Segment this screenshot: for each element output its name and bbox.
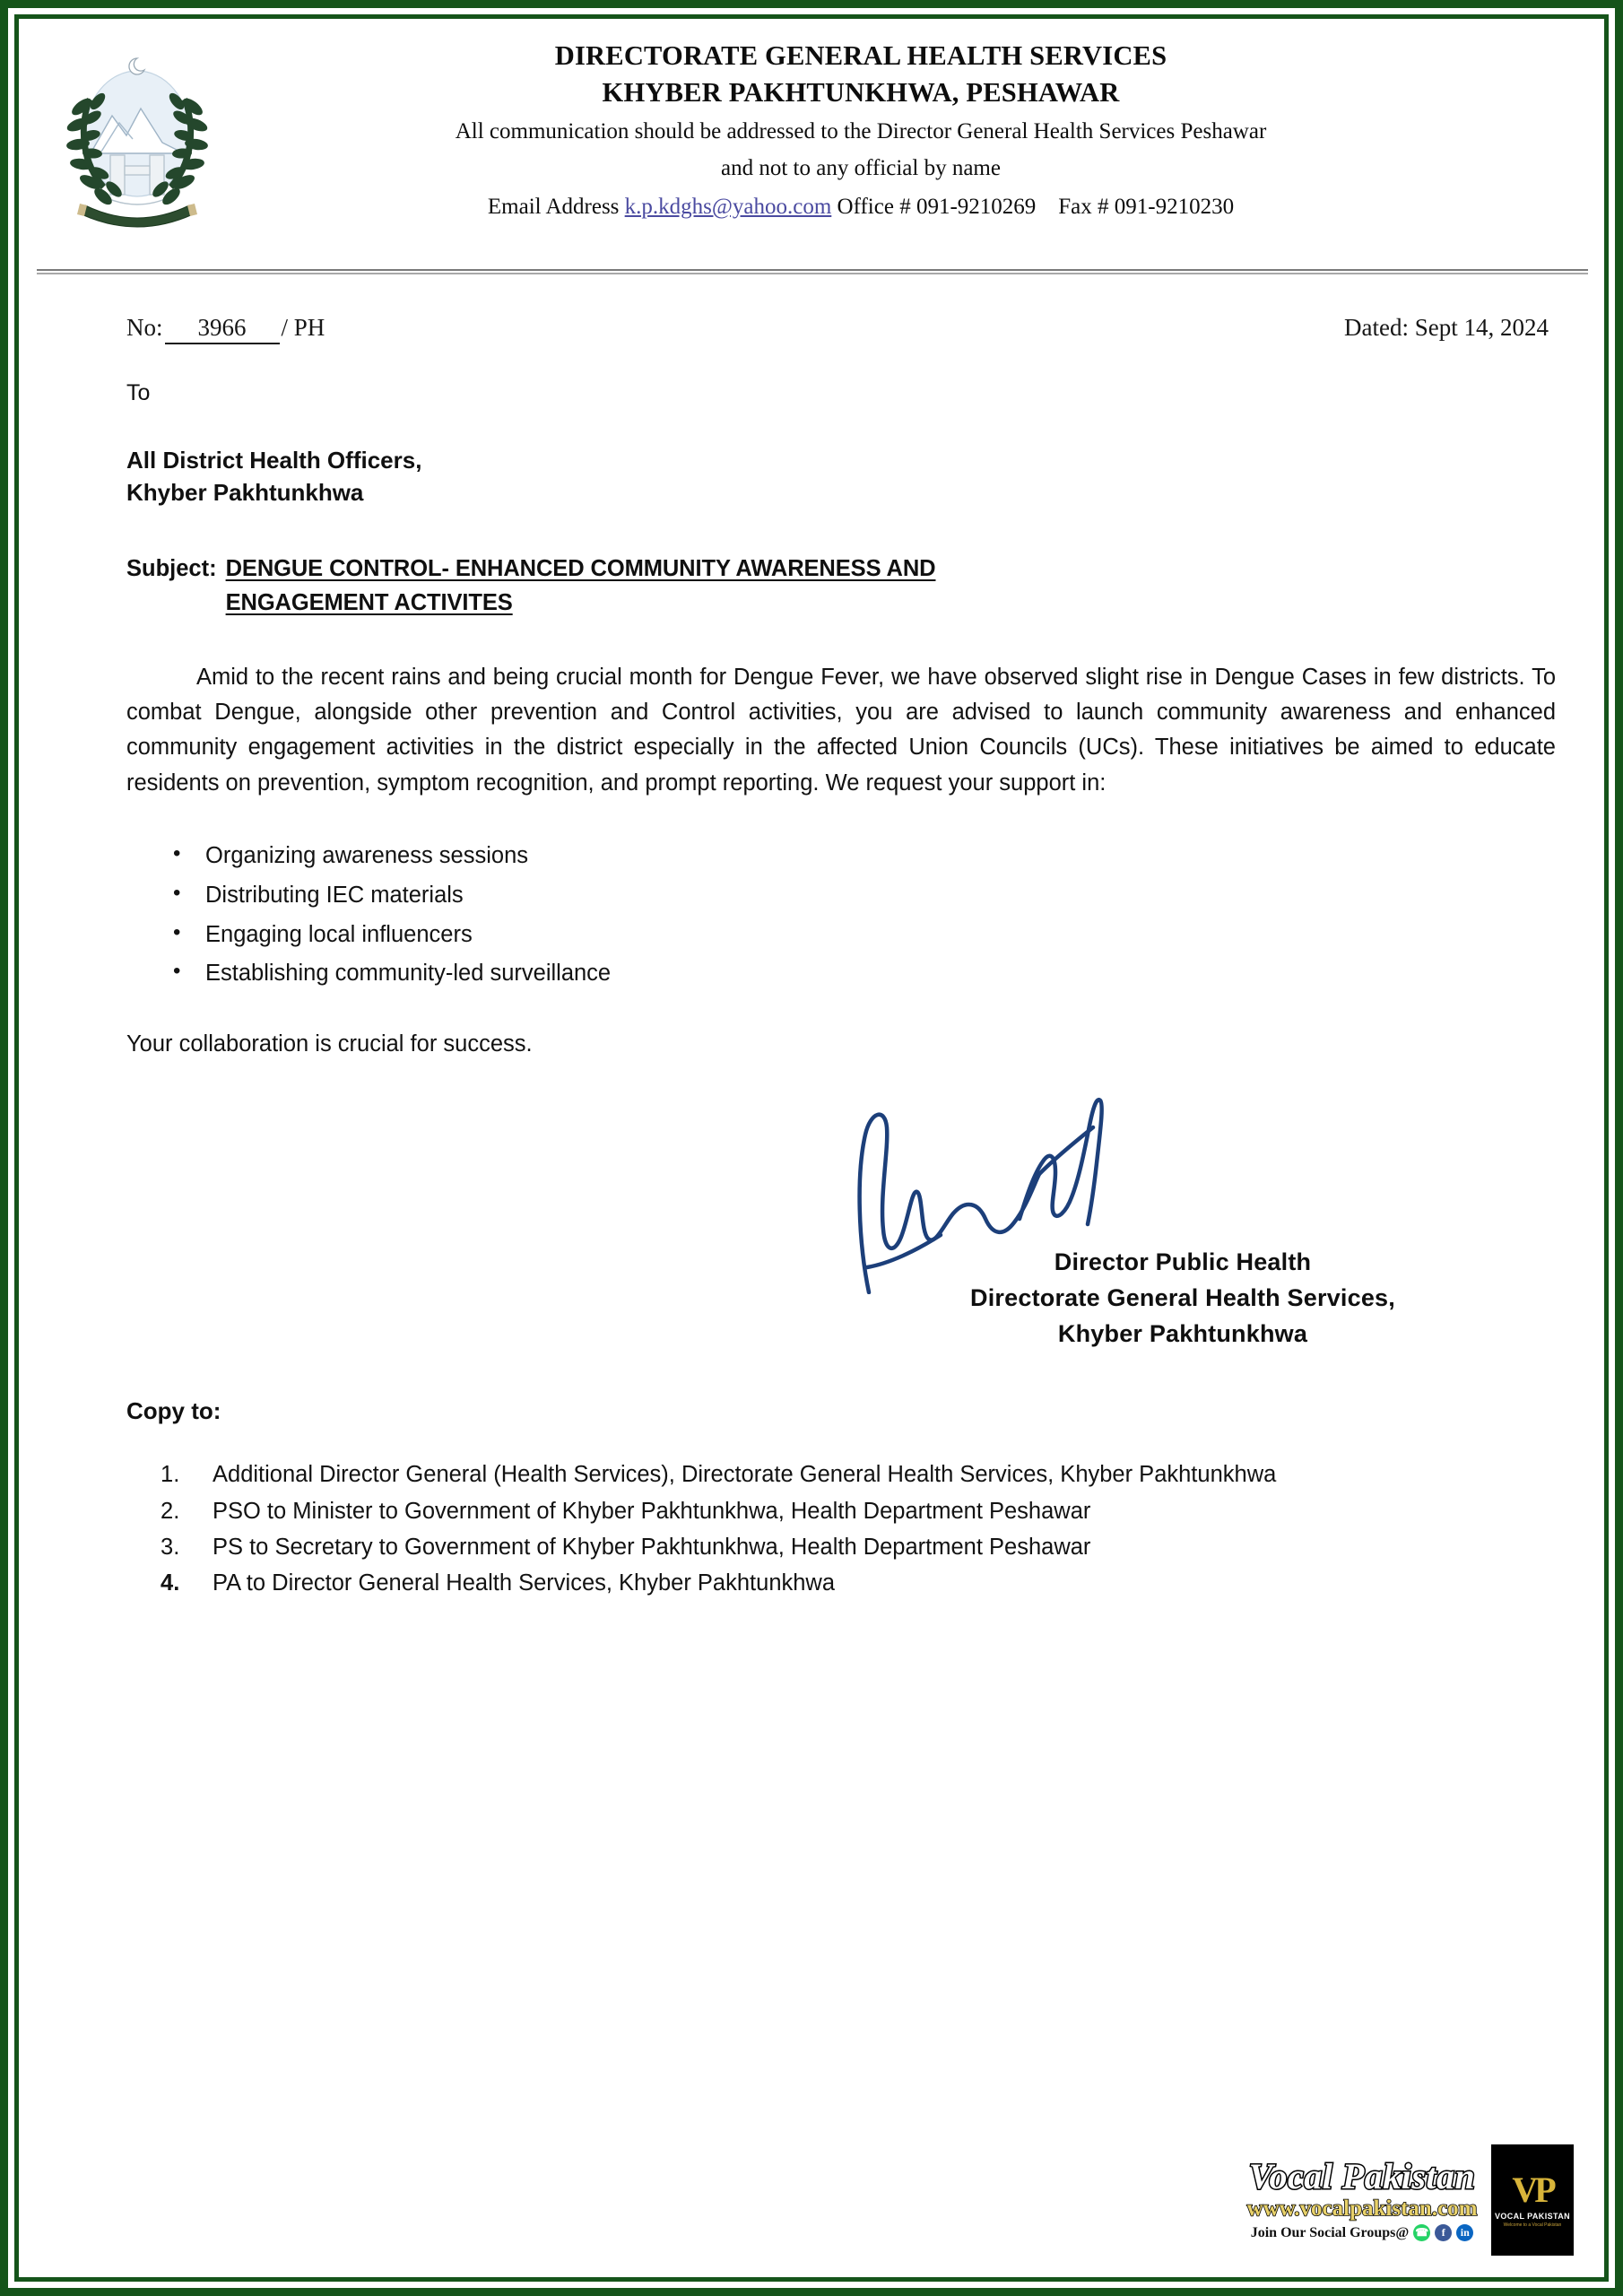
addressee-line1: All District Health Officers, (126, 446, 422, 474)
addressee-line2: Khyber Pakhtunkhwa (126, 479, 364, 507)
vocal-pakistan-watermark (1233, 2144, 1574, 2256)
fax-number: Fax # 091-9210230 (1058, 195, 1235, 220)
watermark-text-panel (1233, 2144, 1491, 2256)
watermark-logo-name: VOCAL PAKISTAN (1494, 2212, 1571, 2221)
communication-note-line2: and not to any official by name (721, 155, 1001, 180)
signatory-title: Director Public Health (1054, 1248, 1312, 1276)
communication-note-line1: All communication should be addressed to the Director General Health Services Peshawar (455, 119, 1267, 144)
list-item: • Distributing IEC materials (126, 876, 1556, 916)
reference-no-label: No: (126, 314, 163, 341)
watermark-website-url[interactable]: www.vocalpakistan.com (1246, 2196, 1478, 2221)
list-item: PSO to Minister to Government of Khyber Pakhtunkhwa, Health Department Peshawar (213, 1498, 1091, 1524)
office-phone: Office # 091-9210269 (837, 195, 1037, 220)
subject-label: Subject: (126, 556, 217, 582)
letterhead-text (162, 39, 1559, 226)
org-title-line1: DIRECTORATE GENERAL HEALTH SERVICES (554, 40, 1167, 71)
letter-date-group (1344, 314, 1549, 342)
watermark-social-row (1251, 2224, 1474, 2241)
whatsapp-icon[interactable]: ☎ (1413, 2224, 1430, 2241)
date-value: Sept 14, 2024 (1414, 314, 1549, 341)
action-bullet-list (126, 837, 1556, 994)
list-item: • Organizing awareness sessions (126, 837, 1556, 876)
reference-no-suffix: / PH (281, 314, 325, 341)
list-item: Additional Director General (Health Services), Directorate General Health Services, Khyber Pakhtunkhwa (213, 1462, 1277, 1488)
linkedin-icon[interactable]: in (1456, 2224, 1473, 2241)
subject-block (126, 552, 1556, 620)
letterhead (28, 28, 1595, 257)
copy-to-list (28, 1457, 1595, 1600)
header-divider-rule (37, 269, 1588, 274)
signatory-designation (905, 1245, 1461, 1352)
letter-body (28, 378, 1595, 1057)
list-item: • Establishing community-led surveillance (126, 954, 1556, 994)
addressee-block (126, 444, 1556, 510)
closing-sentence: Your collaboration is crucial for success. (126, 1031, 533, 1057)
reference-no-value: 3966 (165, 314, 280, 344)
facebook-icon[interactable]: f (1435, 2224, 1452, 2241)
to-label: To (126, 380, 151, 405)
org-title-line2: KHYBER PAKHTUNKHWA, PESHAWAR (602, 77, 1120, 109)
list-item: • Engaging local influencers (126, 916, 1556, 955)
reference-number-group (126, 314, 325, 344)
contact-line (162, 189, 1559, 226)
email-address-link[interactable]: k.p.kdghs@yahoo.com (624, 195, 832, 220)
copy-to-label: Copy to: (126, 1397, 221, 1425)
signatory-province: Khyber Pakhtunkhwa (1057, 1320, 1308, 1348)
watermark-social-text: Join Our Social Groups@ (1250, 2224, 1410, 2240)
subject-line1: DENGUE CONTROL- ENHANCED COMMUNITY AWARENESS AND (225, 556, 936, 582)
subject-line2: ENGAGEMENT ACTIVITES (225, 590, 513, 616)
watermark-logo-panel (1491, 2144, 1574, 2256)
signatory-department: Directorate General Health Services, (970, 1284, 1395, 1312)
reference-row (28, 314, 1595, 344)
body-paragraph: Amid to the recent rains and being crucial month for Dengue Fever, we have observed slight rise in Dengue Cases in few districts. To combat Dengue, alongside other prevention and Control activities, you are advised to launch community awareness and enhanced community engagement activities in the district especially in the affected Union Councils (UCs). These initiatives be aimed to educate residents on prevention, symptom recognition, and prompt reporting. We request your support in: (126, 664, 1556, 796)
document-sheet (28, 28, 1595, 2268)
list-item: PA to Director General Health Services, Khyber Pakhtunkhwa (213, 1570, 836, 1596)
watermark-brand-name: Vocal Pakistan (1248, 2156, 1476, 2196)
watermark-logo-monogram: VP (1512, 2170, 1553, 2210)
signature-block (28, 1088, 1595, 1397)
subject-text (226, 552, 936, 620)
watermark-logo-tagline: Welcome to a Vocal Pakistan (1503, 2222, 1562, 2228)
email-label: Email Address (487, 195, 620, 220)
date-label: Dated: (1344, 314, 1409, 341)
list-item: PS to Secretary to Government of Khyber Pakhtunkhwa, Health Department Peshawar (213, 1534, 1091, 1560)
